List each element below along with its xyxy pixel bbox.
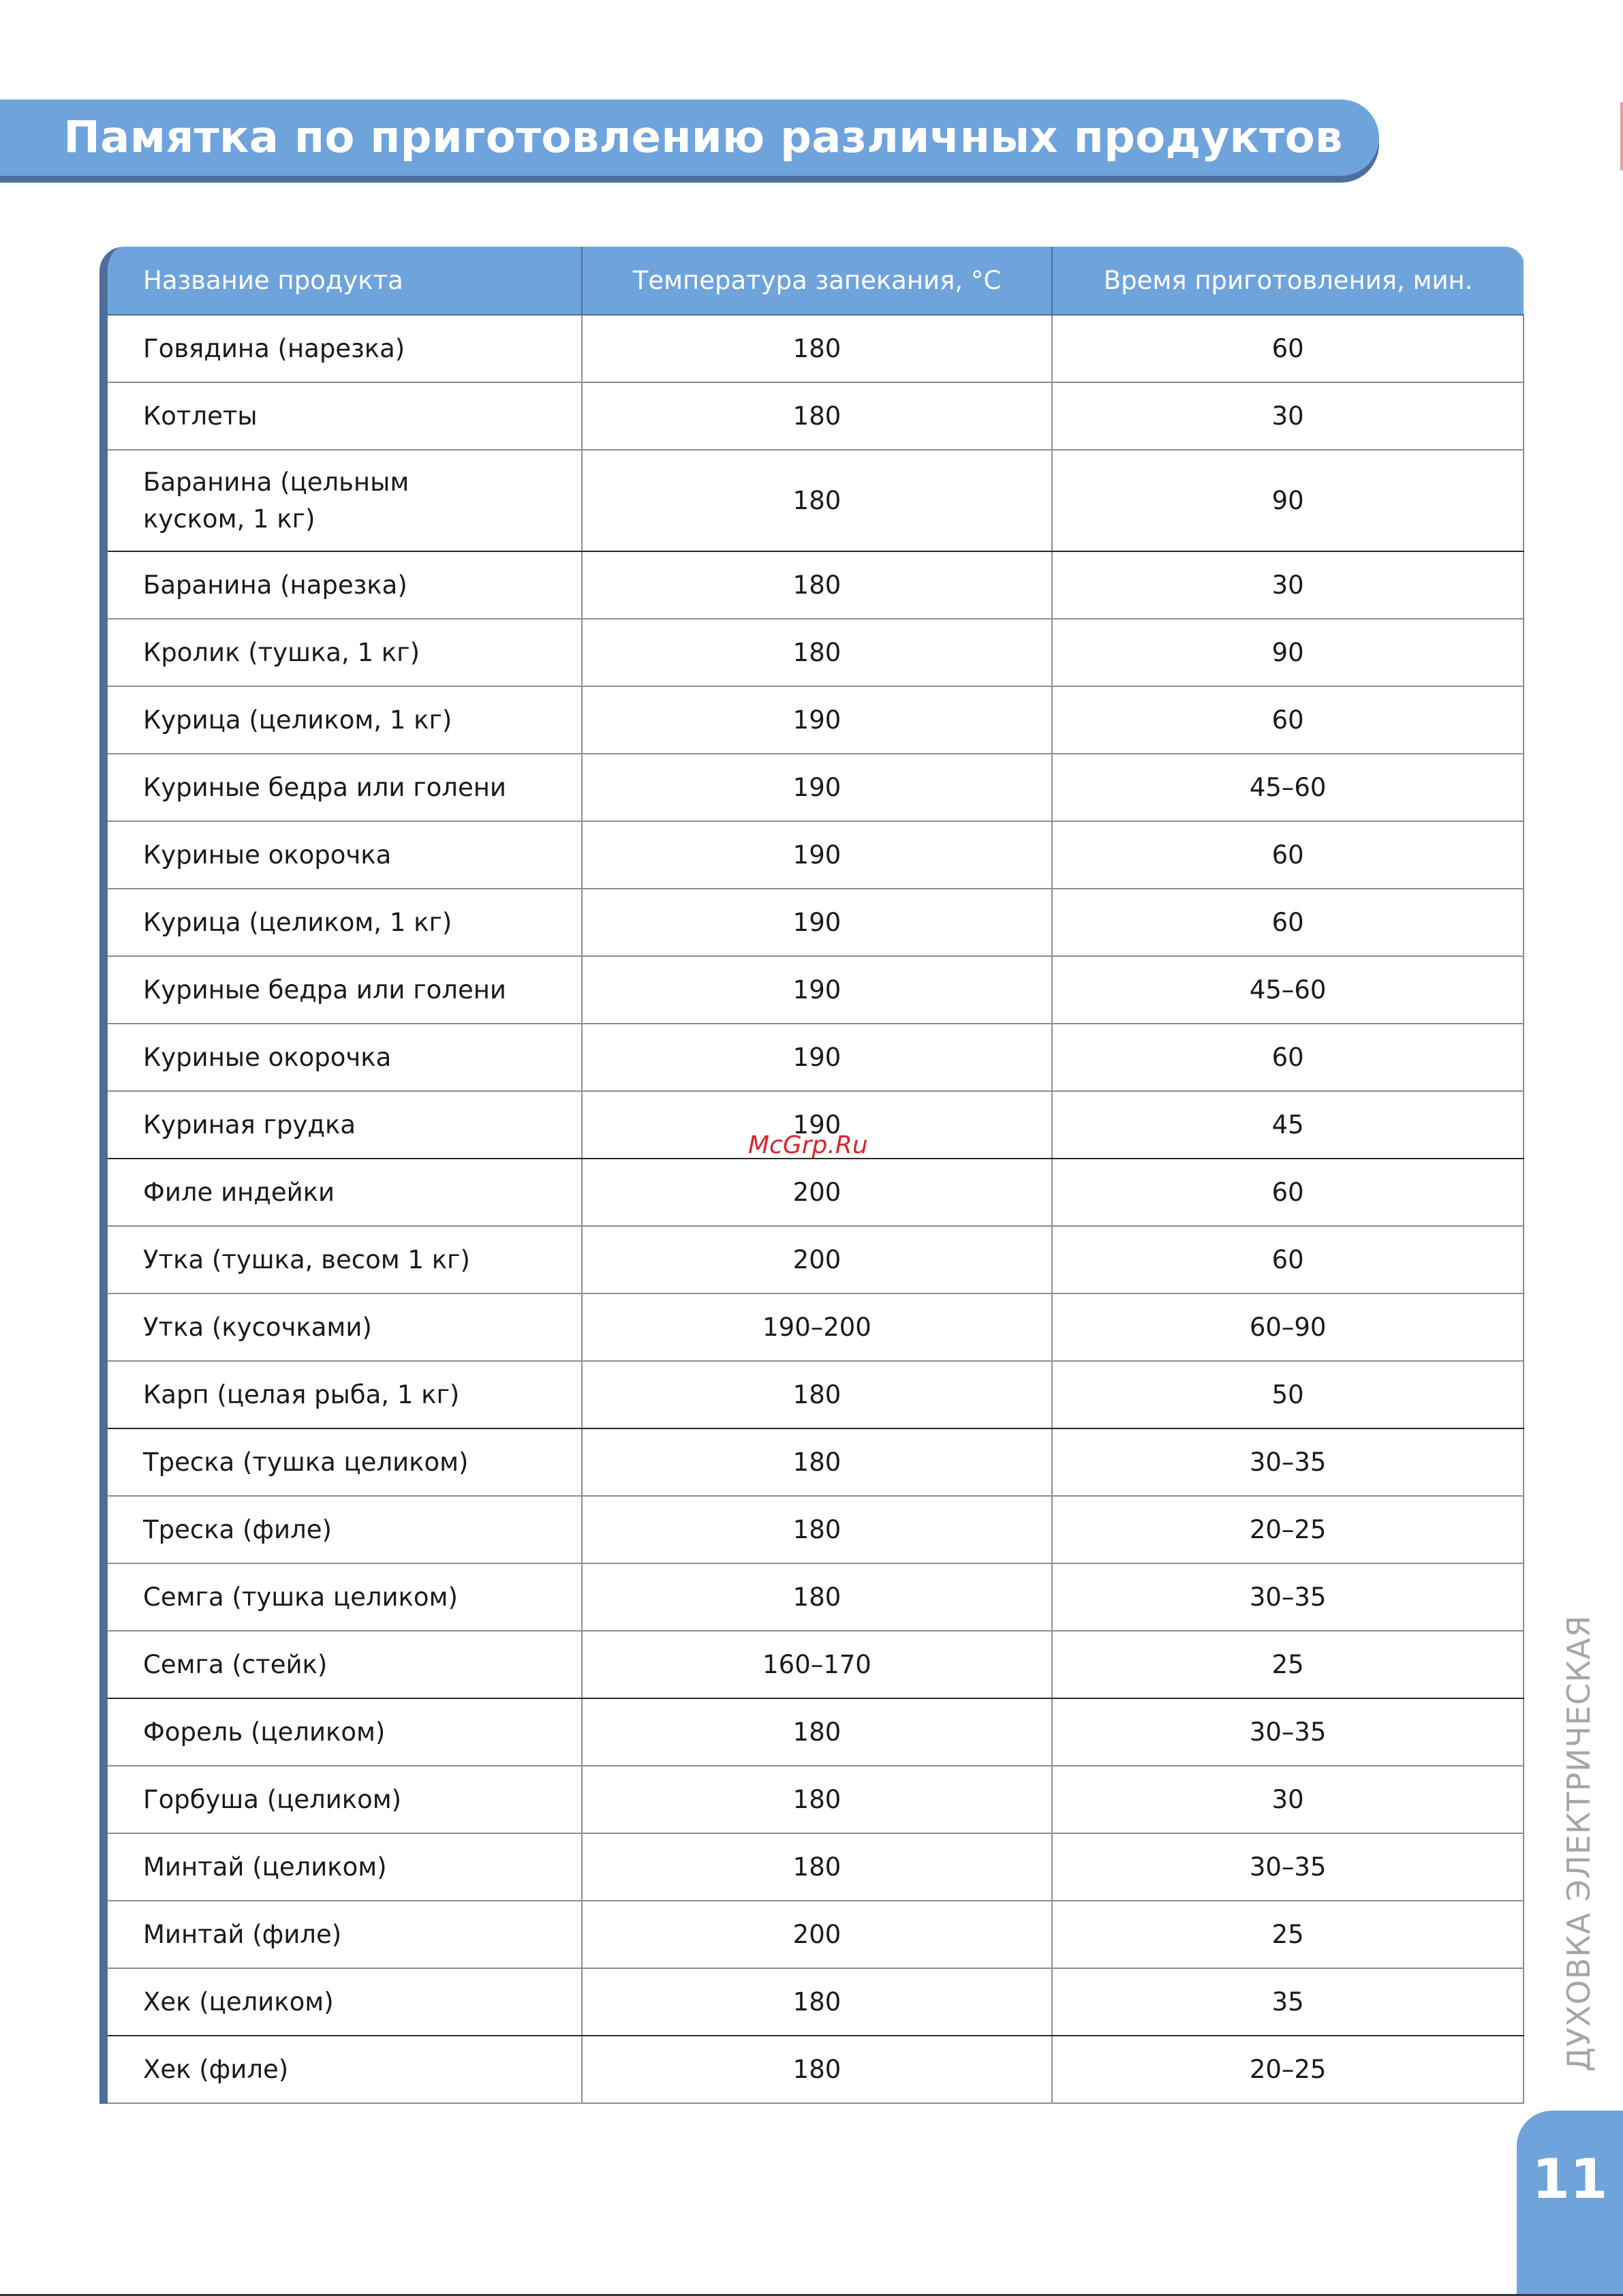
cell-cooking-time: 30–35 bbox=[1052, 1563, 1524, 1631]
cell-product-name: Утка (тушка, весом 1 кг) bbox=[108, 1226, 582, 1294]
cell-temperature: 180 bbox=[582, 1698, 1053, 1766]
cell-product-name: Курица (целиком, 1 кг) bbox=[108, 889, 582, 956]
cell-cooking-time: 20–25 bbox=[1052, 1496, 1524, 1563]
cell-temperature: 180 bbox=[582, 1766, 1053, 1833]
table-row bbox=[108, 1361, 1524, 1428]
side-label: ДУХОВКА ЭЛЕКТРИЧЕСКАЯ bbox=[1560, 1614, 1597, 2072]
cell-temperature: 180 bbox=[582, 1563, 1053, 1631]
cell-temperature: 180 bbox=[582, 1496, 1053, 1563]
cell-cooking-time: 30 bbox=[1052, 1766, 1524, 1833]
cell-product-name: Форель (целиком) bbox=[108, 1698, 582, 1766]
cell-product-name: Треска (тушка целиком) bbox=[108, 1428, 582, 1496]
cooking-table bbox=[108, 247, 1524, 2104]
cell-product-name: Утка (кусочками) bbox=[108, 1294, 582, 1361]
cell-temperature: 180 bbox=[582, 551, 1053, 619]
cell-cooking-time: 60 bbox=[1052, 1226, 1524, 1294]
cell-temperature: 190 bbox=[582, 754, 1053, 821]
cell-cooking-time: 35 bbox=[1052, 1968, 1524, 2036]
table-row bbox=[108, 1968, 1524, 2036]
cell-cooking-time: 20–25 bbox=[1052, 2036, 1524, 2103]
cell-temperature: 180 bbox=[582, 382, 1053, 450]
table-row bbox=[108, 686, 1524, 754]
table-row bbox=[108, 1901, 1524, 1968]
cell-cooking-time: 45 bbox=[1052, 1091, 1524, 1159]
table-header bbox=[108, 247, 1524, 315]
cell-cooking-time: 50 bbox=[1052, 1361, 1524, 1428]
cell-temperature: 180 bbox=[582, 315, 1053, 382]
table-row bbox=[108, 956, 1524, 1024]
cell-cooking-time: 60 bbox=[1052, 1024, 1524, 1091]
cell-product-name: Минтай (филе) bbox=[108, 1901, 582, 1968]
cell-cooking-time: 25 bbox=[1052, 1901, 1524, 1968]
cell-temperature: 160–170 bbox=[582, 1631, 1053, 1698]
cell-cooking-time: 60 bbox=[1052, 686, 1524, 754]
cell-temperature: 190–200 bbox=[582, 1294, 1053, 1361]
table-row bbox=[108, 1226, 1524, 1294]
table-row bbox=[108, 551, 1524, 619]
cell-product-name: Минтай (целиком) bbox=[108, 1833, 582, 1901]
cell-temperature: 190 bbox=[582, 1024, 1053, 1091]
cell-temperature: 180 bbox=[582, 2036, 1053, 2103]
table-row bbox=[108, 889, 1524, 956]
cell-temperature: 180 bbox=[582, 619, 1053, 686]
cell-product-name: Курица (целиком, 1 кг) bbox=[108, 686, 582, 754]
cell-cooking-time: 60 bbox=[1052, 1159, 1524, 1226]
cell-product-name: Куриная грудка bbox=[108, 1091, 582, 1159]
cell-cooking-time: 60 bbox=[1052, 821, 1524, 889]
cell-cooking-time: 30 bbox=[1052, 382, 1524, 450]
table-row bbox=[108, 1024, 1524, 1091]
cell-temperature: 200 bbox=[582, 1226, 1053, 1294]
header-row bbox=[108, 247, 1524, 315]
header-cooking-time: Время приготовления, мин. bbox=[1052, 247, 1524, 315]
cell-temperature: 180 bbox=[582, 1968, 1053, 2036]
cell-temperature: 190 bbox=[582, 686, 1053, 754]
cell-cooking-time: 45–60 bbox=[1052, 956, 1524, 1024]
cell-temperature: 180 bbox=[582, 1833, 1053, 1901]
cell-product-name: Хек (филе) bbox=[108, 2036, 582, 2103]
cell-temperature: 200 bbox=[582, 1901, 1053, 1968]
table-row bbox=[108, 1159, 1524, 1226]
table-row bbox=[108, 1766, 1524, 1833]
cell-cooking-time: 60 bbox=[1052, 315, 1524, 382]
cell-temperature: 180 bbox=[582, 450, 1053, 551]
cell-cooking-time: 90 bbox=[1052, 450, 1524, 551]
table-row bbox=[108, 1833, 1524, 1901]
cell-product-name: Филе индейки bbox=[108, 1159, 582, 1226]
table-row bbox=[108, 1563, 1524, 1631]
cell-product-name: Треска (филе) bbox=[108, 1496, 582, 1563]
table-row bbox=[108, 619, 1524, 686]
cell-product-name: Баранина (нарезка) bbox=[108, 551, 582, 619]
header-temperature: Температура запекания, °С bbox=[582, 247, 1053, 315]
cell-product-name: Куриные окорочка bbox=[108, 1024, 582, 1091]
table-row bbox=[108, 1496, 1524, 1563]
table-row bbox=[108, 1698, 1524, 1766]
table-row bbox=[108, 821, 1524, 889]
cell-cooking-time: 30–35 bbox=[1052, 1698, 1524, 1766]
cell-cooking-time: 30 bbox=[1052, 551, 1524, 619]
cell-product-name: Семга (тушка целиком) bbox=[108, 1563, 582, 1631]
table-row bbox=[108, 1294, 1524, 1361]
cell-temperature: 200 bbox=[582, 1159, 1053, 1226]
cell-product-name: Баранина (цельным куском, 1 кг) bbox=[108, 450, 582, 551]
cell-temperature: 190 bbox=[582, 889, 1053, 956]
table-row bbox=[108, 2036, 1524, 2103]
page-title: Памятка по приготовлению различных продуктов bbox=[63, 112, 1343, 163]
cell-temperature: 190 bbox=[582, 821, 1053, 889]
table-row bbox=[108, 1631, 1524, 1698]
cell-product-name: Говядина (нарезка) bbox=[108, 315, 582, 382]
cell-cooking-time: 30–35 bbox=[1052, 1428, 1524, 1496]
watermark: McGrp.Ru bbox=[748, 1131, 868, 1159]
cell-cooking-time: 25 bbox=[1052, 1631, 1524, 1698]
cell-product-name: Карп (целая рыба, 1 кг) bbox=[108, 1361, 582, 1428]
cell-temperature: 190 bbox=[582, 956, 1053, 1024]
cell-temperature: 180 bbox=[582, 1428, 1053, 1496]
table-row bbox=[108, 382, 1524, 450]
cell-product-name: Семга (стейк) bbox=[108, 1631, 582, 1698]
cell-cooking-time: 45–60 bbox=[1052, 754, 1524, 821]
table-row bbox=[108, 315, 1524, 382]
page-number-tab bbox=[1517, 2111, 1623, 2296]
page-number: 11 bbox=[1532, 2147, 1608, 2211]
cell-cooking-time: 60 bbox=[1052, 889, 1524, 956]
edge-mark bbox=[1620, 102, 1623, 170]
cell-product-name: Куриные окорочка bbox=[108, 821, 582, 889]
cell-cooking-time: 90 bbox=[1052, 619, 1524, 686]
cell-product-name: Куриные бедра или голени bbox=[108, 754, 582, 821]
cell-product-name: Куриные бедра или голени bbox=[108, 956, 582, 1024]
table-row bbox=[108, 1428, 1524, 1496]
cell-product-name: Горбуша (целиком) bbox=[108, 1766, 582, 1833]
cell-temperature: 190 bbox=[582, 1091, 1053, 1159]
title-banner bbox=[0, 100, 1379, 176]
cell-temperature: 180 bbox=[582, 1361, 1053, 1428]
table-row bbox=[108, 450, 1524, 551]
cell-cooking-time: 30–35 bbox=[1052, 1833, 1524, 1901]
cell-product-name: Котлеты bbox=[108, 382, 582, 450]
table-row bbox=[108, 754, 1524, 821]
cooking-table-container bbox=[99, 247, 1524, 2104]
cell-product-name: Кролик (тушка, 1 кг) bbox=[108, 619, 582, 686]
table-body bbox=[108, 315, 1524, 2103]
cell-product-name: Хек (целиком) bbox=[108, 1968, 582, 2036]
header-product-name: Название продукта bbox=[108, 247, 582, 315]
cell-cooking-time: 60–90 bbox=[1052, 1294, 1524, 1361]
